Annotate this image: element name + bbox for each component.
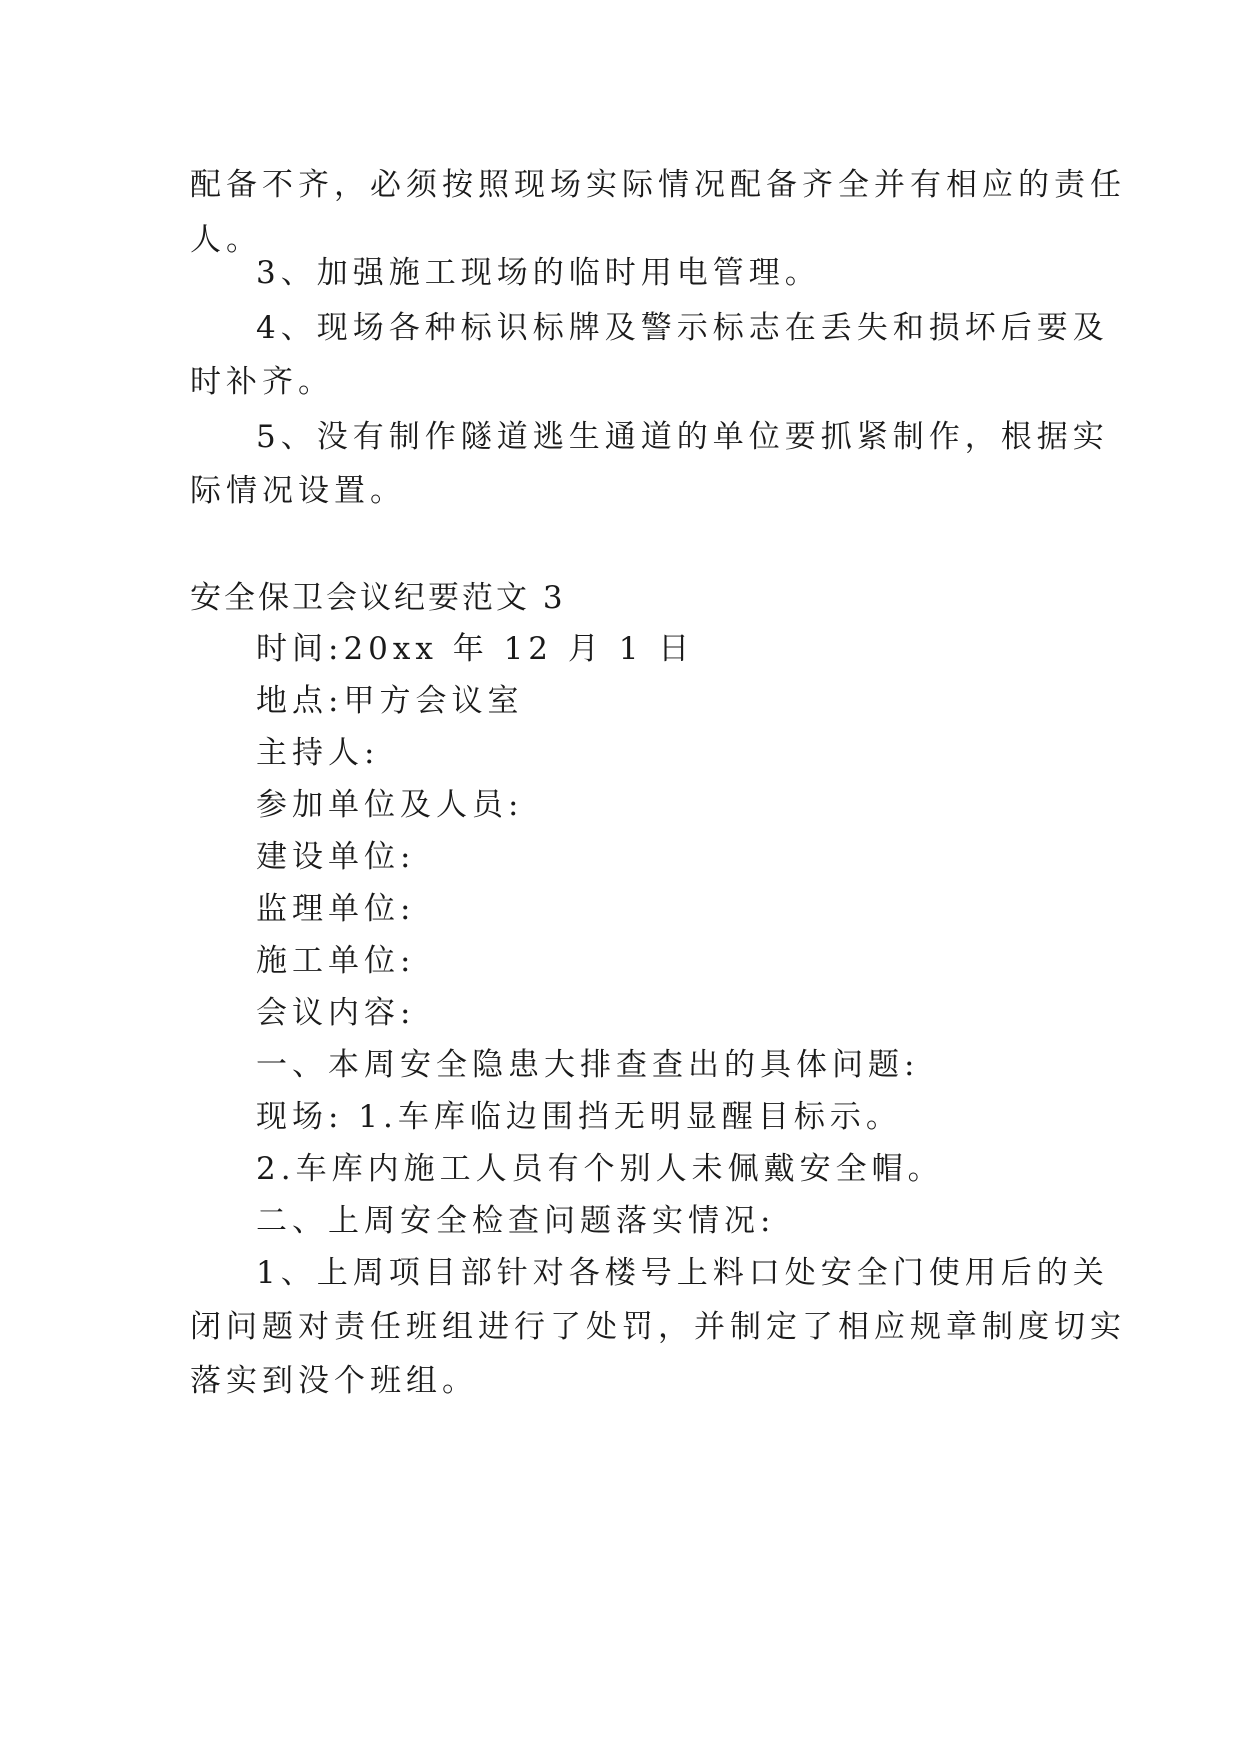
paragraph-line: 人。 <box>190 222 262 258</box>
list-item-continuation: 时补齐。 <box>190 364 334 400</box>
meta-attendees: 参加单位及人员: <box>256 787 524 823</box>
meta-contractor: 施工单位: <box>256 943 416 979</box>
followup-item-continuation: 闭问题对责任班组进行了处罚，并制定了相应规章制度切实 <box>190 1309 1126 1345</box>
followup-item: 1、上周项目部针对各楼号上料口处安全门使用后的关 <box>256 1255 1109 1291</box>
list-item: 4、现场各种标识标牌及警示标志在丢失和损坏后要及 <box>256 310 1109 346</box>
list-item: 3、加强施工现场的临时用电管理。 <box>256 255 821 291</box>
issues-heading: 一、本周安全隐患大排查查出的具体问题: <box>256 1047 920 1083</box>
followup-heading: 二、上周安全检查问题落实情况: <box>256 1203 776 1239</box>
section-title: 安全保卫会议纪要范文 3 <box>190 580 566 616</box>
meta-content: 会议内容: <box>256 995 416 1031</box>
meta-host: 主持人: <box>256 735 380 771</box>
meta-place: 地点:甲方会议室 <box>256 683 524 719</box>
meta-builder: 建设单位: <box>256 839 416 875</box>
site-issue: 2.车库内施工人员有个别人未佩戴安全帽。 <box>256 1151 944 1187</box>
meta-time: 时间:20xx 年 12 月 1 日 <box>256 631 695 667</box>
site-issue: 现场: 1.车库临边围挡无明显醒目标示。 <box>256 1099 902 1135</box>
followup-item-continuation: 落实到没个班组。 <box>190 1363 478 1399</box>
list-item-continuation: 际情况设置。 <box>190 473 406 509</box>
paragraph-line: 配备不齐，必须按照现场实际情况配备齐全并有相应的责任 <box>190 167 1126 203</box>
list-item: 5、没有制作隧道逃生通道的单位要抓紧制作，根据实 <box>256 419 1109 455</box>
meta-supervisor: 监理单位: <box>256 891 416 927</box>
